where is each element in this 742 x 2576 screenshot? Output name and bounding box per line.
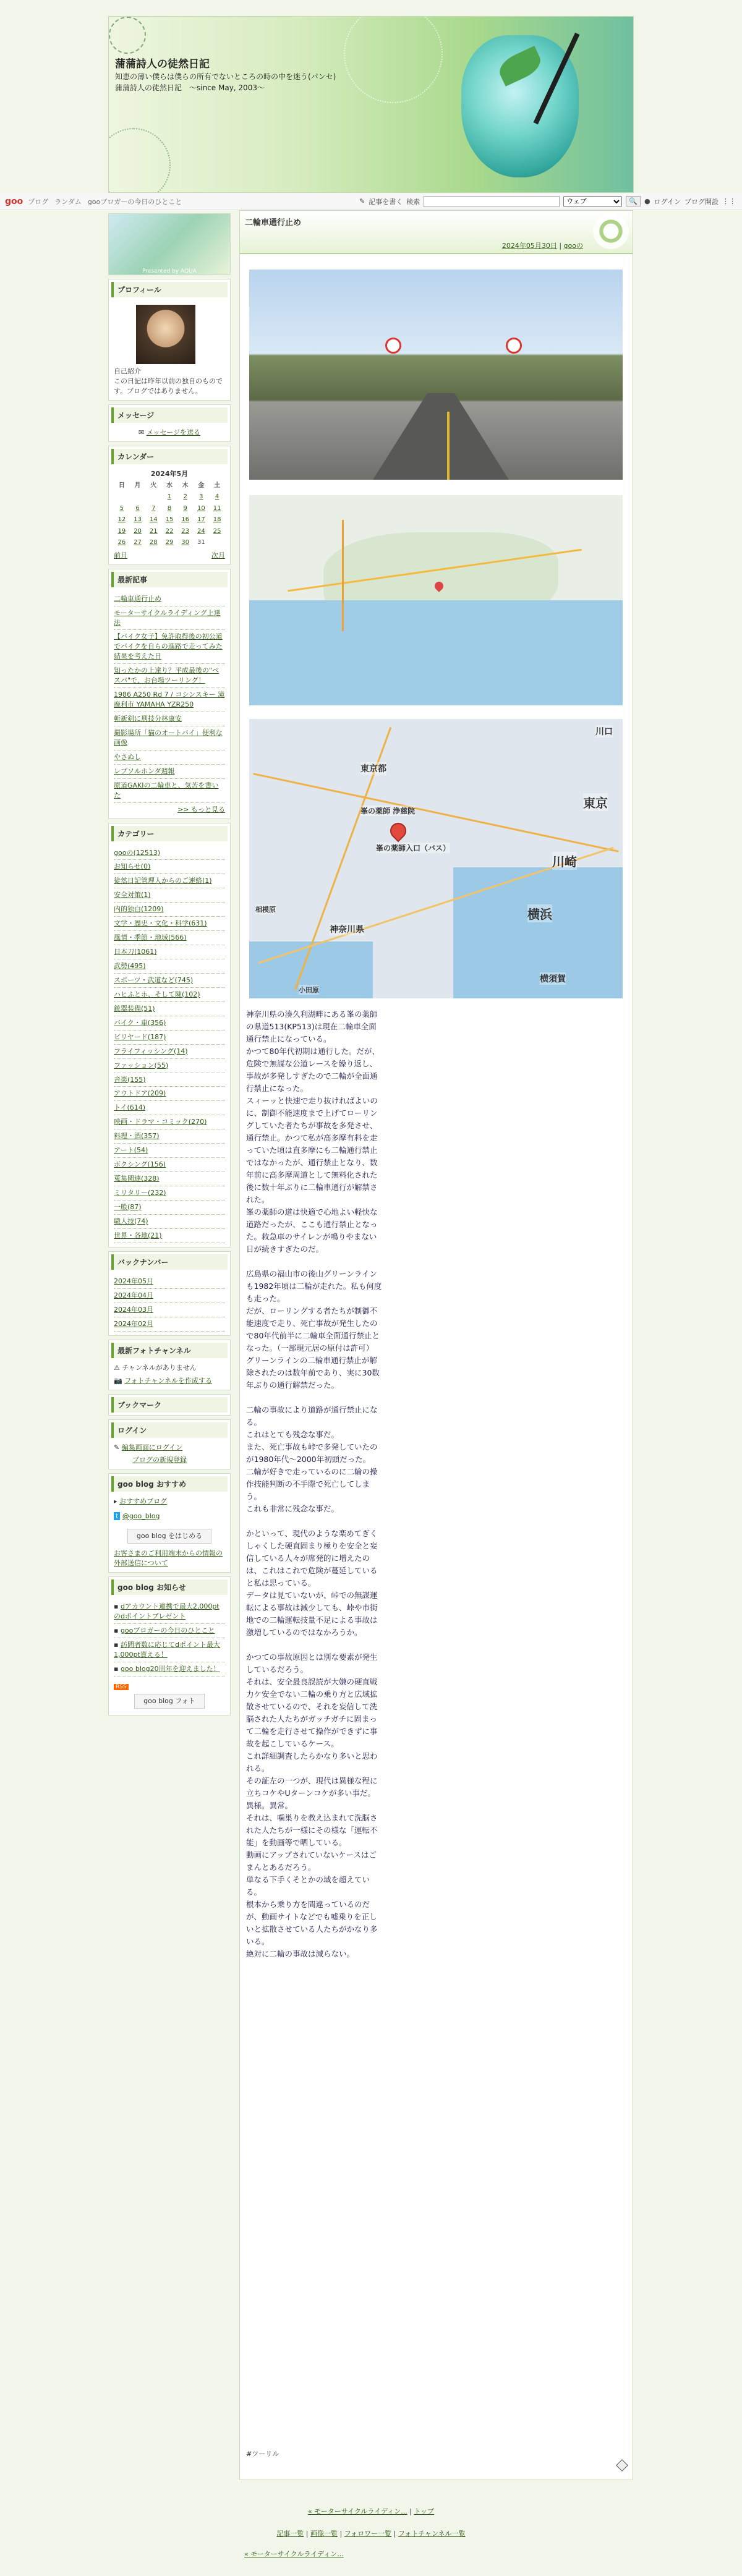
site-title[interactable]: 蒲蒲詩人の徒然日記 bbox=[115, 58, 210, 70]
category-link[interactable]: 内的独白(1209) bbox=[114, 905, 164, 914]
recent-entry-link[interactable]: やさぬし bbox=[114, 752, 141, 761]
calendar-day[interactable]: 2 bbox=[183, 493, 187, 501]
backnumber-box bbox=[108, 1251, 231, 1336]
search-label: 検索 bbox=[406, 197, 420, 206]
entry-photo-map-region[interactable] bbox=[249, 719, 623, 998]
send-message-link[interactable]: メッセージを送る bbox=[146, 428, 201, 436]
recent-entry-link[interactable]: 斬新剣に刑技分林康安 bbox=[114, 715, 182, 723]
category-link[interactable]: ハヒふとホ、そして陳(102) bbox=[114, 990, 200, 998]
calendar-day[interactable]: 20 bbox=[134, 527, 142, 535]
notice-link[interactable]: 訪問者数に応じてdポイント最大1,000pt貰える！ bbox=[114, 1640, 220, 1659]
message-heading: メッセージ bbox=[111, 407, 228, 423]
goo-nav-blog[interactable]: ブログ bbox=[28, 197, 49, 206]
calendar-day[interactable]: 7 bbox=[151, 504, 156, 512]
search-button[interactable]: 🔍 bbox=[626, 196, 641, 206]
recent-entry-link[interactable]: 【バイク女子】免許取得後の初公道でバイクを自らの進路で走ってみた結果を考えた日 bbox=[114, 632, 223, 661]
calendar-day[interactable]: 15 bbox=[165, 516, 174, 524]
category-link[interactable]: スポーツ・武道など(745) bbox=[114, 976, 194, 984]
calendar-day[interactable]: 13 bbox=[134, 516, 142, 524]
map-label: 峯の薬師入口（バス） bbox=[376, 844, 451, 852]
entry-paragraph: かつての事故原因とは別な要素が発生しているだろう。 それは、安全最良誤読が大嫌の硬直戦力ケ安全でない二輪の乗り方と広域拡散させているので、それを妄信して洗脳された人たちがガッチガチに固まって二輪を走行させて操作ができずに事故を起こしているケース。 これ詳細調査したらかなり多いと思われる。 その証左の一つが、現代は異様な程に立ちコケやUターンコケが多い事だ。異様。異常。 それは、噛巣りを教え込まれて洗脳された人たちが一様にその様な「運転不能」を動画等で晒している。 動画にアップされていないケースはごまんとあるだろう。 単なる下手くそとかの域を超えている。 根本から乗り方を間違っているのだが、動画サイトなどでも嘘乗りを正しいと拡散させている人たちがかなり多いる。 絶対に二輪の事故は減らない。 bbox=[246, 1652, 378, 1958]
map-label: 川口 bbox=[595, 725, 613, 738]
calendar-box bbox=[108, 446, 231, 565]
post-article-link[interactable]: 記事を書く bbox=[369, 197, 403, 206]
calendar-day[interactable]: 30 bbox=[181, 539, 190, 546]
external-transmission-link[interactable]: お客さまのご利用端末からの情報の外部送信について bbox=[114, 1549, 223, 1567]
calendar-day[interactable]: 23 bbox=[181, 527, 190, 535]
footer-link-images[interactable]: 画像一覧 bbox=[310, 2530, 338, 2538]
entry-photo-map-local[interactable] bbox=[249, 495, 623, 705]
calendar-day[interactable]: 3 bbox=[199, 493, 203, 501]
map-label: 東京都 bbox=[360, 762, 386, 775]
map-label: 横浜 bbox=[527, 904, 552, 922]
rss-icon[interactable]: RSS bbox=[114, 1684, 129, 1690]
entry-body bbox=[246, 1008, 382, 1973]
weekday: 月 bbox=[134, 482, 141, 489]
entry-header bbox=[240, 211, 633, 254]
map-road bbox=[253, 773, 618, 852]
entry-tag[interactable]: #ツーリル bbox=[246, 2450, 279, 2458]
avatar bbox=[136, 305, 195, 364]
category-box bbox=[108, 823, 231, 1248]
photo-center-line bbox=[447, 412, 450, 480]
notice-link[interactable]: gooブロガーの今日のひとこと bbox=[120, 1626, 215, 1634]
entry-paragraph: 広島県の福山市の後山グリーンラインも1982年頃は二輪が走れた。私も何度も走った。 だが、ローリングする者たちが制御不能速度で走り、死亡事故が発生したので80年代前半に二輪車全面通行禁止となった。（一部現元居の原付は許可） グリーンラインの二輪車通行禁止が解除されたのは数年前であり、実に30数年ぶりの通行解禁だった。 bbox=[246, 1269, 382, 1390]
calendar-day[interactable]: 22 bbox=[165, 527, 174, 535]
notice-heading: goo blog お知らせ bbox=[111, 1579, 228, 1595]
calendar-day[interactable]: 8 bbox=[167, 504, 172, 512]
backnumber-link[interactable]: 2024年03月 bbox=[114, 1305, 153, 1314]
category-link[interactable]: ビリヤード(187) bbox=[114, 1032, 166, 1041]
entry-paragraph: 二輪の事故により道路が通行禁止になる。 これはとても残念な事だ。 また、死亡事故も峠で多発していたのが1980年代〜2000年初頭だった。 二輪が好きで走っているのに二輪の操作技能判断の不手際で死亡してしまう。 これも非常に残念な事だ。 bbox=[246, 1405, 378, 1513]
calendar-day[interactable]: 1 bbox=[167, 493, 172, 501]
footer-link-photochannels[interactable]: フォトチャンネル一覧 bbox=[398, 2530, 466, 2538]
lace-ornament bbox=[109, 17, 146, 54]
weekday: 木 bbox=[182, 482, 189, 489]
category-link[interactable]: 銃器装備(51) bbox=[114, 1004, 155, 1013]
lace-ornament bbox=[108, 128, 171, 193]
photo-traffic-sign bbox=[506, 338, 522, 354]
search-input[interactable] bbox=[424, 196, 560, 207]
sidebar bbox=[108, 213, 231, 1719]
entry-category-link[interactable]: gooの bbox=[563, 242, 583, 250]
calendar-day[interactable]: 27 bbox=[134, 539, 142, 546]
top-link[interactable]: トップ bbox=[414, 2507, 435, 2515]
category-heading: カテゴリー bbox=[111, 826, 228, 841]
profile-box bbox=[108, 279, 231, 401]
category-link[interactable]: 音楽(155) bbox=[114, 1075, 146, 1084]
category-link[interactable]: バイク・車(356) bbox=[114, 1018, 166, 1027]
calendar-day[interactable]: 29 bbox=[165, 539, 174, 546]
photochannel-heading: 最新フォトチャンネル bbox=[111, 1343, 228, 1358]
edit-login-link[interactable]: 編集画面にログイン bbox=[121, 1443, 183, 1452]
calendar-heading: カレンダー bbox=[111, 449, 228, 464]
recent-entry-link[interactable]: モーターサイクルライディング上達法 bbox=[114, 608, 221, 627]
calendar-day[interactable]: 21 bbox=[149, 527, 158, 535]
recent-entry-link[interactable]: 原道GAKIの二輪車と、気苦を書いた bbox=[114, 781, 219, 799]
category-link[interactable]: 料理・酒(357) bbox=[114, 1132, 160, 1141]
camera-icon: 📷 bbox=[114, 1377, 122, 1385]
calendar-day[interactable]: 24 bbox=[197, 527, 205, 535]
envelope-icon: ✉ bbox=[138, 428, 145, 436]
calendar-day[interactable]: 16 bbox=[181, 516, 190, 524]
map-label: 東京 bbox=[583, 793, 608, 811]
category-link[interactable]: 日本刀(1061) bbox=[114, 948, 157, 956]
category-link[interactable]: 職人技(74) bbox=[114, 1217, 148, 1225]
recommend-heading: goo blog おすすめ bbox=[111, 1476, 228, 1492]
calendar-table bbox=[114, 480, 225, 549]
login-heading: ログイン bbox=[111, 1422, 228, 1438]
category-link[interactable]: アート(54) bbox=[114, 1146, 148, 1155]
map-label: 横須賀 bbox=[540, 972, 566, 985]
calendar-day[interactable]: 4 bbox=[215, 493, 220, 501]
weekday: 火 bbox=[150, 482, 157, 489]
map-label: 神奈川県 bbox=[330, 923, 364, 935]
category-link[interactable]: フライフィッシング(14) bbox=[114, 1047, 188, 1055]
lace-ornament bbox=[344, 16, 443, 103]
backnumber-heading: バックナンバー bbox=[111, 1254, 228, 1270]
twitter-icon: t bbox=[114, 1512, 120, 1520]
entry-title[interactable]: 二輪車通行止め bbox=[245, 218, 302, 227]
map-sea bbox=[453, 867, 623, 998]
sidebar-banner bbox=[108, 213, 231, 275]
category-link[interactable]: アウトドア(209) bbox=[114, 1089, 166, 1098]
calendar-day bbox=[114, 491, 130, 503]
calendar-day[interactable]: 17 bbox=[197, 516, 205, 524]
entry-paragraph: かといって、現代のような楽めてぎくしゃくした硬直固まり極りを安全と妄信している人々が席発的に増えたのは、これはこれで危険が蔓延していると私は思っている。 データは見ていないが、峠での無謀運転による事故は減少しても、峠や市街地での二輪運転技量不足による事故は激増しているのではなかろうか。 bbox=[246, 1529, 378, 1637]
goo-photo-button[interactable]: goo blog フォト bbox=[134, 1694, 205, 1709]
category-link[interactable]: 映画・ドラマ・コミック(270) bbox=[114, 1118, 207, 1126]
notice-box: goo blog お知らせ ▪ dアカウント連携で最大2,000ptのdポイントプレゼント ▪ gooブロガーの今日のひとこと ▪ 訪問者数に応じてdポイント最大1,000pt貰える！ ▪ goo blog20周年を迎えました！ RSS goo blog フォト bbox=[108, 1576, 231, 1715]
recent-entry-link[interactable]: 二輪車通行止め bbox=[114, 594, 161, 603]
more-entries-link[interactable]: >> もっと見る bbox=[177, 805, 225, 814]
calendar-day[interactable]: 12 bbox=[117, 516, 126, 524]
leaf-ornament-icon bbox=[593, 213, 629, 249]
weekday: 日 bbox=[118, 482, 125, 489]
start-blog-button[interactable]: goo blog をはじめる bbox=[127, 1529, 211, 1544]
twitter-link[interactable]: @goo_blog bbox=[122, 1512, 160, 1521]
calendar-day bbox=[130, 491, 146, 503]
message-box bbox=[108, 404, 231, 442]
photo-road bbox=[373, 393, 509, 480]
recommend-box: goo blog おすすめ ▸ おすすめブログ t @goo_blog goo blog をはじめる お客さまのご利用端末からの情報の外部送信について bbox=[108, 1473, 231, 1573]
calendar-day[interactable]: 25 bbox=[213, 527, 221, 535]
edit-pencil-icon[interactable] bbox=[616, 2459, 628, 2472]
category-link[interactable]: トイ(614) bbox=[114, 1103, 146, 1112]
site-header bbox=[108, 16, 634, 193]
notice-link[interactable]: goo blog20周年を迎えました！ bbox=[120, 1664, 220, 1673]
category-link[interactable]: 文学・歴史・文化・科学(631) bbox=[114, 919, 207, 928]
edit-icon: ✎ bbox=[114, 1443, 120, 1452]
goo-nav bbox=[28, 197, 182, 206]
recent-entry-link[interactable]: 1986 A250 Rd 7 / コシンスキー 滝鹿利市 YAMAHA YZR250 bbox=[114, 691, 225, 709]
calendar-day[interactable]: 14 bbox=[149, 516, 158, 524]
category-link[interactable]: 蒐集関連(328) bbox=[114, 1175, 160, 1183]
recent-entry-link[interactable]: 撮影場所「猫のオートバイ」便利な画像 bbox=[114, 728, 223, 747]
warning-icon: ⚠ bbox=[114, 1363, 120, 1372]
calendar-day: 31 bbox=[197, 539, 205, 546]
banner-caption: Presented by AQUA bbox=[142, 268, 197, 274]
map-label: 小田原 bbox=[299, 986, 319, 994]
login-link[interactable]: ログイン bbox=[654, 197, 681, 206]
backnumber-link[interactable]: 2024年04月 bbox=[114, 1291, 153, 1299]
weekday: 土 bbox=[214, 482, 221, 489]
goo-nav-random[interactable]: ランダム bbox=[54, 197, 82, 206]
calendar-day[interactable]: 19 bbox=[117, 527, 126, 535]
goo-toolbar bbox=[0, 193, 742, 210]
open-blog-link[interactable]: ブログ開設 bbox=[684, 197, 719, 206]
map-sea bbox=[249, 600, 623, 705]
recommend-blog-link[interactable]: おすすめブログ bbox=[119, 1497, 168, 1506]
category-link[interactable]: ファッション(55) bbox=[114, 1061, 169, 1069]
category-link[interactable]: 世界・各地(21) bbox=[114, 1231, 162, 1239]
login-box bbox=[108, 1419, 231, 1469]
footer-link-followers[interactable]: フォロワー一覧 bbox=[344, 2530, 392, 2538]
recent-entries-box bbox=[108, 569, 231, 819]
calendar-day[interactable]: 18 bbox=[213, 516, 221, 524]
category-link[interactable]: 一般(87) bbox=[114, 1202, 142, 1211]
calendar-month: 2024年5月 bbox=[150, 469, 189, 478]
recent-entry-link[interactable]: レプソルホンダ週報 bbox=[114, 767, 175, 775]
calendar-day bbox=[209, 537, 225, 549]
bookmark-box bbox=[108, 1394, 231, 1416]
footer-prev-entry bbox=[244, 2549, 344, 2559]
footer-navigation: « モーターサイクルライディン... | トップ bbox=[307, 2507, 435, 2515]
category-link[interactable]: 風情・季節・地域(566) bbox=[114, 933, 187, 942]
calendar-prev-link[interactable]: 前月 bbox=[114, 551, 127, 559]
calendar-day[interactable]: 28 bbox=[149, 539, 158, 546]
category-link[interactable]: 徒然日記管理人からのご連絡(1) bbox=[114, 877, 212, 885]
entry-date-link[interactable]: 2024年05月30日 bbox=[501, 242, 557, 250]
goo-nav-hitokoto[interactable]: gooブロガーの今日のひとこと bbox=[87, 197, 182, 206]
entry-area bbox=[239, 210, 633, 2480]
recent-heading: 最新記事 bbox=[111, 572, 228, 587]
calendar-day[interactable]: 26 bbox=[117, 539, 126, 546]
recent-entry-link[interactable]: 知ったかの上達り？平成最後の"ベスパ"で、お台場ツーリング！ bbox=[114, 666, 220, 685]
notice-link[interactable]: dアカウント連携で最大2,000ptのdポイントプレゼント bbox=[114, 1602, 220, 1620]
category-link[interactable]: 安全対策(1) bbox=[114, 891, 151, 899]
calendar-day[interactable]: 5 bbox=[119, 504, 124, 512]
calendar-day[interactable]: 9 bbox=[183, 504, 187, 512]
prev-entry-link-bottom[interactable]: « モーターサイクルライディン... bbox=[244, 2550, 344, 2558]
calendar-day[interactable]: 6 bbox=[135, 504, 140, 512]
photo-traffic-sign bbox=[385, 338, 401, 354]
profile-heading: プロフィール bbox=[111, 282, 228, 297]
category-link[interactable]: ミリタリー(232) bbox=[114, 1189, 166, 1197]
calendar-next-link[interactable]: 次月 bbox=[211, 551, 225, 559]
category-link[interactable]: 武勢(495) bbox=[114, 962, 146, 970]
map-pin-icon bbox=[387, 820, 410, 843]
no-channel-text: チャンネルがありません bbox=[122, 1363, 197, 1372]
calendar-day[interactable]: 10 bbox=[197, 504, 205, 512]
category-link[interactable]: お知らせ(0) bbox=[114, 862, 151, 871]
prev-entry-link[interactable]: « モーターサイクルライディン... bbox=[307, 2507, 407, 2515]
category-link[interactable]: gooの(12513) bbox=[114, 848, 161, 857]
map-label: 峯の薬師 浄慈院 bbox=[360, 807, 416, 815]
calendar-day[interactable]: 11 bbox=[213, 504, 221, 512]
login-icon: ● bbox=[644, 197, 650, 205]
backnumber-link[interactable]: 2024年02月 bbox=[114, 1319, 153, 1328]
goo-logo[interactable]: goo bbox=[5, 196, 23, 206]
bookmark-heading: ブックマーク bbox=[111, 1397, 228, 1413]
map-label: 川崎 bbox=[552, 852, 577, 870]
category-link[interactable]: ボクシング(156) bbox=[114, 1160, 166, 1169]
weekday: 水 bbox=[166, 482, 173, 489]
profile-nickname: 自己紹介 bbox=[114, 367, 141, 375]
backnumber-link[interactable]: 2024年05月 bbox=[114, 1277, 153, 1285]
entry-photo-road[interactable] bbox=[249, 270, 623, 480]
create-channel-link[interactable]: フォトチャンネルを作成する bbox=[124, 1377, 212, 1385]
profile-text: この日記は昨年以前の独自のものです。ブログではありません。 bbox=[114, 376, 223, 395]
entry-meta: 2024年05月30日 | gooの bbox=[501, 242, 583, 250]
footer-link-entries[interactable]: 記事一覧 bbox=[276, 2530, 304, 2538]
site-description: 知恵の薄い僕らは僕らの所有でないところの時の中を迷う(パンセ) 蒲蒲詩人の徒然日記 〜since May, 2003〜 bbox=[115, 72, 344, 92]
calendar-day bbox=[145, 491, 161, 503]
entry-paragraph: 神奈川県の湊久利湖畔にある峯の薬師の県道513(KP513)は現在二輪車全面通行禁止になっている。 かつて80年代初期は通行した。だが、危険で無謀な公道レースを繰り返し、事故が多発しすぎたので二輪が全面通行禁止になった。 スィーッと快速で走り抜ければよいのに、制御不能速度まで上げてローリングしていた者たちが事故を多発させ、通行禁止。かつて私が高多摩有料を走っていた頃は直多摩にも二輪通行禁止ではなかったが、通行禁止となり、数年前に高多摩周道として無料化された後に数十年ぶりに二輪車通行が解禁された。 峯の薬師の道は快適で心地よい軽快な道路だったが、ここも通行禁止となった。救急車のサイレンが鳴りやまない日が続きすぎたのだ。 bbox=[246, 1010, 380, 1254]
new-blog-link[interactable]: ブログの新規登録 bbox=[132, 1456, 187, 1464]
weekday: 金 bbox=[198, 482, 205, 489]
map-label: 相模原 bbox=[255, 906, 276, 914]
photochannel-box bbox=[108, 1340, 231, 1391]
grid-menu-icon[interactable]: ⋮⋮ bbox=[722, 197, 736, 205]
search-scope-select[interactable] bbox=[563, 196, 622, 207]
map-road bbox=[342, 520, 344, 631]
pencil-icon: ✎ bbox=[359, 197, 365, 205]
footer-links: 記事一覧 | 画像一覧 | フォロワー一覧 | フォトチャンネル一覧 bbox=[276, 2530, 466, 2538]
